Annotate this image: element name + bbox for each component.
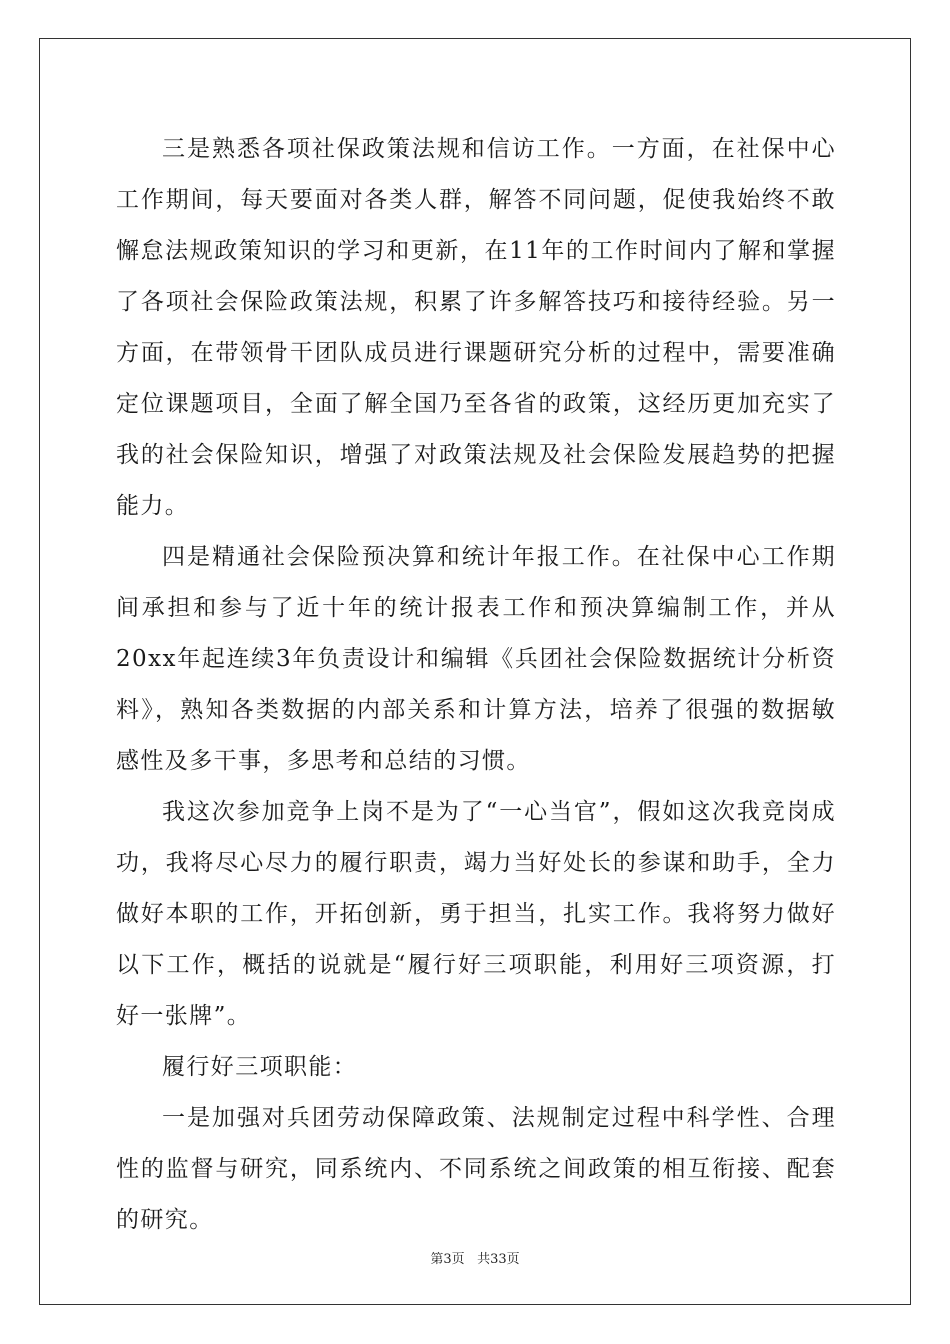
page-number: 第3页 xyxy=(430,1252,465,1267)
paragraph-budget-statistics: 四是精通社会保险预决算和统计年报工作。在社保中心工作期间承担和参与了近十年的统计报表工作和预决算编制工作，并从20xx年起连续3年负责设计和编辑《兵团社会保险数据统计分析资料》，熟知各类数据的内部关系和计算方法，培养了很强的数据敏感性及多干事，多思考和总结的习惯。 xyxy=(116,544,836,774)
page-total: 共33页 xyxy=(477,1252,520,1267)
paragraph-social-security-policy: 三是熟悉各项社保政策法规和信访工作。一方面，在社保中心工作期间，每天要面对各类人群，解答不同问题，促使我始终不敢懈怠法规政策知识的学习和更新，在11年的工作时间内了解和掌握了各项社会保险政策法规，积累了许多解答技巧和接待经验。另一方面，在带领骨干团队成员进行课题研究分析的过程中，需要准确定位课题项目，全面了解全国乃至各省的政策，这经历更加充实了我的社会保险知识，增强了对政策法规及社会保险发展趋势的把握能力。 xyxy=(116,136,836,519)
document-body xyxy=(116,124,836,1246)
page-footer xyxy=(0,1248,950,1267)
paragraph-competition-statement: 我这次参加竞争上岗不是为了“一心当官”，假如这次我竞岗成功，我将尽心尽力的履行职责，竭力当好处长的参谋和助手，全力做好本职的工作，开拓创新，勇于担当，扎实工作。我将努力做好以下工作，概括的说就是“履行好三项职能，利用好三项资源，打好一张牌”。 xyxy=(116,799,836,1029)
paragraph-three-functions-heading: 履行好三项职能： xyxy=(162,1054,358,1080)
paragraph-first-function: 一是加强对兵团劳动保障政策、法规制定过程中科学性、合理性的监督与研究，同系统内、不同系统之间政策的相互衔接、配套的研究。 xyxy=(116,1105,836,1233)
